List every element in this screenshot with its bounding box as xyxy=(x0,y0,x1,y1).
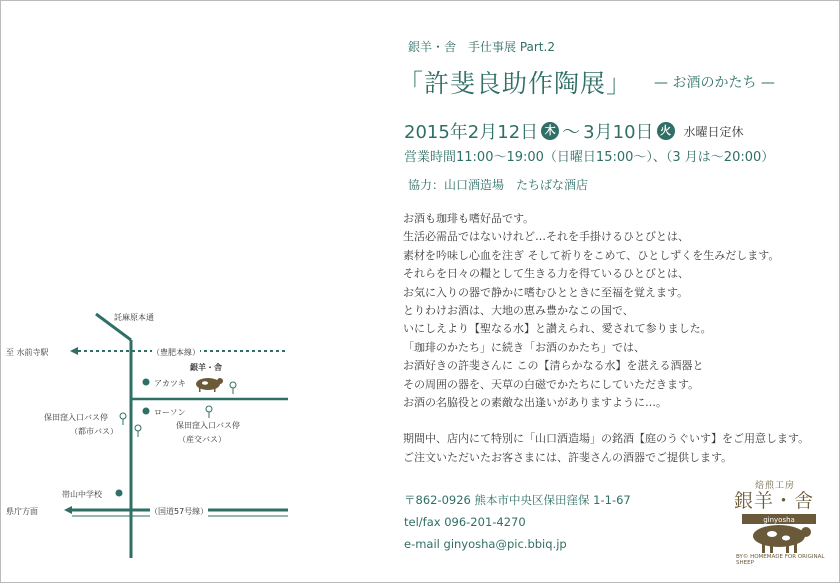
intro-line: とりわけお酒は、大地の恵み豊かなこの国で、 xyxy=(403,304,634,318)
intro-line: それらを日々の糧として生きる力を得ているひとびとは、 xyxy=(403,267,689,281)
logo-main-text: 銀羊・舎 xyxy=(734,490,815,512)
exhibition-subtitle: — お酒のかたち — xyxy=(654,75,775,91)
sheep-logo-icon xyxy=(734,512,824,556)
date-row xyxy=(404,118,744,144)
email-address[interactable]: e-mail ginyosha@pic.bbiq.jp xyxy=(404,537,567,551)
cooperation: 協力：山口酒造場 たちばな酒店 xyxy=(408,178,589,192)
map-label-school: 帯山中学校 xyxy=(62,490,102,499)
tel-fax: tel/fax 096-201-4270 xyxy=(404,515,526,529)
intro-line: 素材を吟味し心血を注ぎ そして祈りをこめて、ひとしずくを生みだします。 xyxy=(403,248,780,262)
date-separator: 〜 xyxy=(562,122,581,143)
period-notice xyxy=(403,429,809,467)
map-label-akatsuki: アカツキ xyxy=(154,379,186,388)
access-map xyxy=(0,300,300,560)
intro-line: お酒も珈琲も嗜好品です。 xyxy=(403,212,535,225)
date-end: 3月10日 xyxy=(583,122,654,143)
intro-text xyxy=(403,210,779,412)
weekday-badge-start: 木 xyxy=(541,122,559,140)
intro-line: お気に入りの器で静かに嗜むひとときに至福を覚えます。 xyxy=(403,285,689,299)
logo-sub-text: BY© HOMEMADE FOR ORIGINAL SHEEP xyxy=(736,554,825,566)
intro-line: 生活必需品ではないけれど…それを手掛けるひとびとは、 xyxy=(403,230,689,244)
intro-line: お酒の名脇役との素敵な出逢いがありますように…。 xyxy=(403,396,667,410)
map-label-to-prefecture: 県庁方面 xyxy=(6,507,38,516)
map-label-bus-city: 保田窪入口バス停 xyxy=(44,413,108,422)
map-label-road-north: 託麻原本通 xyxy=(114,313,154,322)
intro-line: 「珈琲のかたち」に続き「お酒のかたち」では、 xyxy=(403,340,645,354)
business-hours: 営業時間11:00〜19:00（日曜日15:00〜）、（3 月は〜20:00） xyxy=(404,150,775,165)
map-label-shop: 銀羊・舎 xyxy=(190,363,222,372)
period-line: ご注文いただいたお客さまには、許斐さんの酒器でご提供します。 xyxy=(403,451,733,464)
closed-day: 水曜日定休 xyxy=(683,124,744,139)
postal-address: 〒862-0926 熊本市中央区保田窪保 1-1-67 xyxy=(404,493,631,507)
contact-block xyxy=(404,489,631,555)
map-label-lawson: ローソン xyxy=(154,408,186,417)
map-label-bus-sanko-sub: （産交バス） xyxy=(178,435,226,444)
intro-line: その周囲の器を、天草の白磁でかたちにしていただきます。 xyxy=(403,377,700,391)
intro-line: お酒好きの許斐さんに この【清らかなる水】を湛える酒器と xyxy=(403,359,704,373)
map-label-rail-line: （豊肥本線） xyxy=(152,348,200,357)
date-start: 2015年2月12日 xyxy=(404,122,539,143)
map-label-route57: （国道57号線） xyxy=(150,507,209,516)
logo-band-text: ginyosha xyxy=(763,516,795,524)
period-line: 期間中、店内にて特別に「山口酒造場」の銘酒【庭のうぐいす】をご用意します。 xyxy=(403,432,810,445)
map-label-to-suizenji: 至 水前寺駅 xyxy=(6,348,49,357)
intro-line: いにしえより【聖なる水】と讃えられ、愛されて参りました。 xyxy=(403,322,712,336)
map-label-bus-sanko: 保田窪入口バス停 xyxy=(176,421,240,430)
map-label-bus-city-sub: （都市バス） xyxy=(70,427,118,436)
logo-top-text: 焙煎工房 xyxy=(755,481,796,491)
weekday-badge-end: 火 xyxy=(657,122,675,140)
organizer-line: 銀羊・舎 手仕事展 Part.2 xyxy=(408,40,555,54)
map-roads xyxy=(0,300,300,560)
exhibition-title: 「許斐良助作陶展」 xyxy=(398,69,633,98)
